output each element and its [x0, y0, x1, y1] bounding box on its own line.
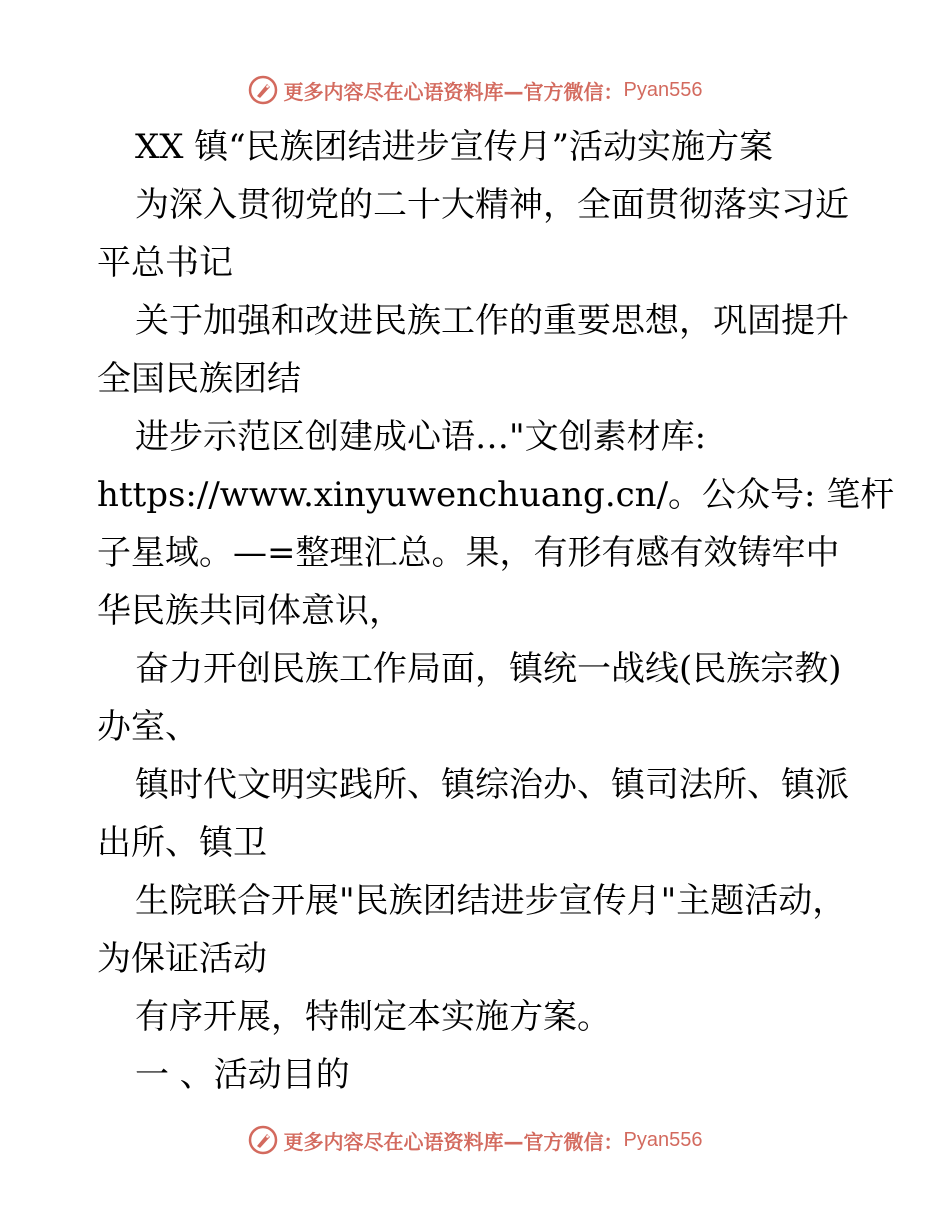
- document-line: 一 、活动目的: [135, 1055, 350, 1095]
- document-line: 奋力开创民族工作局面，镇统一战线(民族宗教): [135, 649, 842, 689]
- pen-nib-logo-icon: [248, 1125, 278, 1155]
- document-line: 镇时代文明实践所、镇综治办、镇司法所、镇派: [135, 765, 849, 805]
- watermark-text: 更多内容尽在心语资料库—官方微信：: [283, 79, 624, 104]
- document-line: 出所、镇卫: [97, 823, 267, 863]
- document-line: 全国民族团结: [97, 359, 301, 399]
- pen-nib-logo-icon: [248, 75, 278, 105]
- document-line: 为保证活动: [97, 939, 267, 979]
- document-line: 办室、: [97, 707, 199, 747]
- document-line: 子星域。—=整理汇总。果，有形有感有效铸牢中: [97, 533, 840, 573]
- document-title: XX 镇“民族团结进步宣传月”活动实施方案: [135, 127, 773, 167]
- document-line: 生院联合开展"民族团结进步宣传月"主题活动，: [135, 881, 847, 921]
- header-watermark-banner: [0, 70, 950, 110]
- document-line: https://www.xinyuwenchuang.cn/。公众号: 笔杆: [97, 475, 895, 515]
- document-line: 进步示范区创建成心语…"文创素材库:: [135, 417, 707, 457]
- document-line: 为深入贯彻党的二十大精神，全面贯彻落实习近: [135, 185, 849, 225]
- footer-watermark-banner: [0, 1120, 950, 1160]
- document-line: 华民族共同体意识，: [97, 591, 403, 631]
- document-line: 平总书记: [97, 243, 233, 283]
- watermark-text: 更多内容尽在心语资料库—官方微信：: [283, 1129, 624, 1154]
- document-body: [97, 118, 895, 1104]
- document-line: 关于加强和改进民族工作的重要思想，巩固提升: [135, 301, 849, 341]
- watermark-wechat-id: Pyan556: [623, 78, 703, 101]
- document-line: 有序开展，特制定本实施方案。: [135, 997, 611, 1037]
- watermark-wechat-id: Pyan556: [623, 1128, 703, 1151]
